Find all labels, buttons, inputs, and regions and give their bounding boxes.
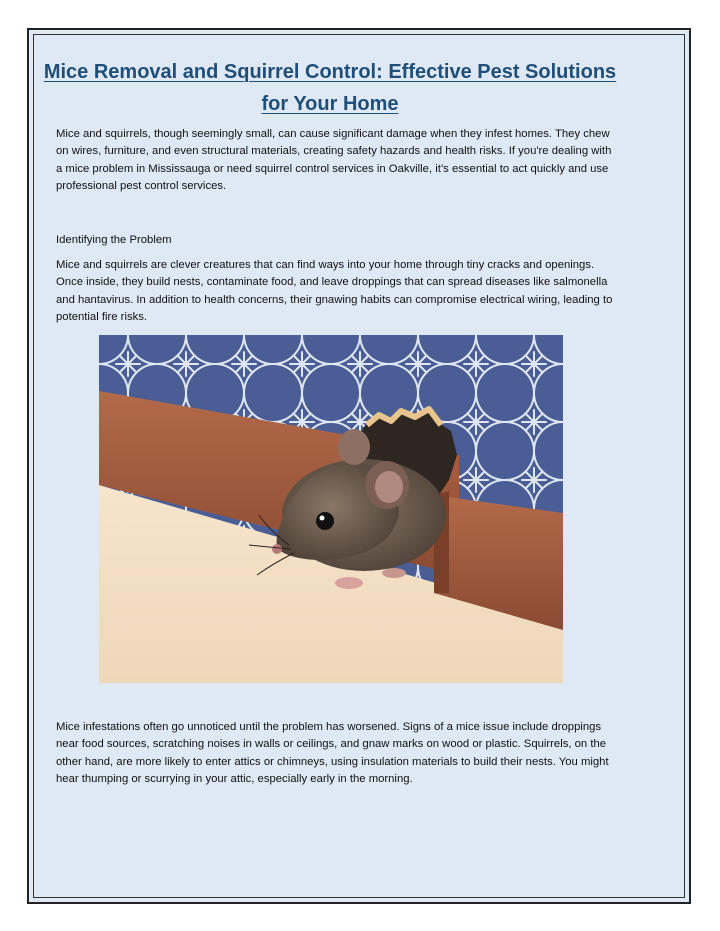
section-paragraph: Mice and squirrels are clever creatures that can find ways into your home through tiny cracks and openings. Once inside, they build nests, contaminate food, and leave droppings that can spread diseases like salmonella and hantavirus. In addition to health concerns, their gnawing habits can compromise electrical wiring, leading to potential fire risks. [56,259,613,323]
page-title: Mice Removal and Squirrel Control: Effective Pest Solutions for Your Home [43,61,617,115]
mouse-nose [272,544,282,554]
closing-paragraph: Mice infestations often go unnoticed until the problem has worsened. Signs of a mice issue include droppings near food sources, scratching noises in walls or ceilings, and gnaw marks on wood or plastic. Squirrels, on the other hand, are more likely to enter attics or chimneys, using insulation materials to build their nests. You might hear thumping or scurrying in your attic, especially early in the morning. [56,721,609,785]
mouse-paw-front [335,577,363,589]
intro-paragraph: Mice and squirrels, though seemingly small, can cause significant damage when they infest homes. They chew on wires, furniture, and even structural materials, creating safety hazards and health risks. If you're dealing with a mice problem in Mississauga or need squirrel control services in Oakville, it’s essential to act quickly and use professional pest control services. [56,128,612,192]
mouse-paw-back [382,568,406,578]
mouse-eye [316,512,334,530]
mouse-photo [99,335,563,683]
mouse-ear-back [338,429,370,465]
section-heading: Identifying the Problem [56,234,172,246]
